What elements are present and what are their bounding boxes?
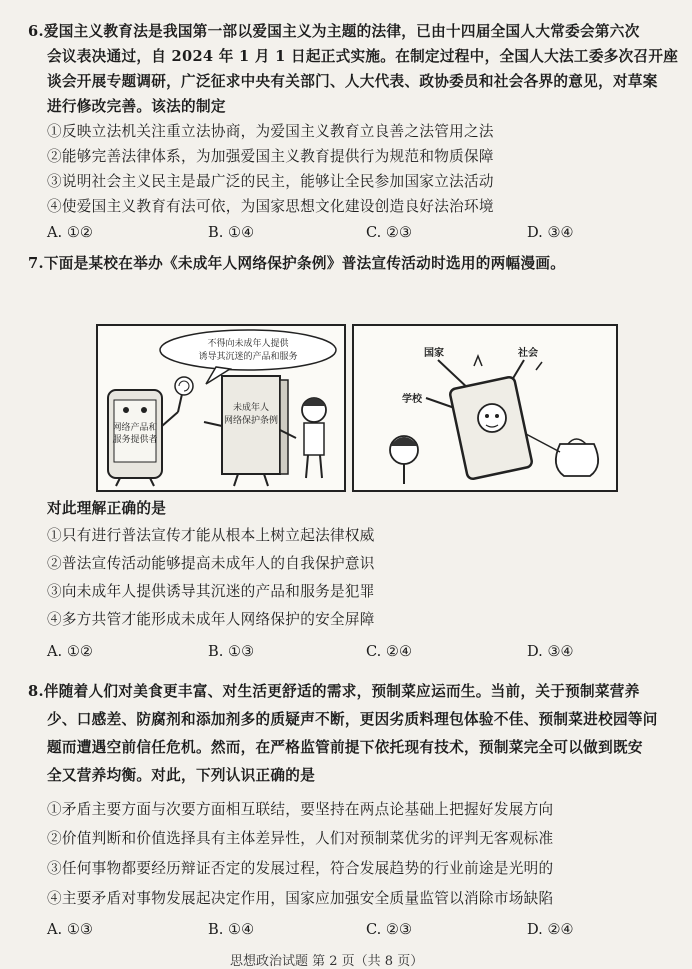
comic-panel-2 xyxy=(352,324,618,492)
q7-option-d[interactable]: D. ③④ xyxy=(527,643,574,660)
q6-option-a[interactable]: A. ①② xyxy=(47,224,93,241)
q8-option-c[interactable]: C. ②③ xyxy=(366,921,413,938)
q7-item-2: ②普法宣传活动能够提高未成年人的自我保护意识 xyxy=(47,555,375,572)
q8-stem-line-1: 8.伴随着人们对美食更丰富、对生活更舒适的需求，预制菜应运而生。当前，关于预制菜营养 xyxy=(28,683,640,700)
q7-stem: 7.下面是某校在举办《未成年人网络保护条例》普法宣传活动时选用的两幅漫画。 xyxy=(28,255,566,272)
q8-item-1: ①矛盾主要方面与次要方面相互联结，要坚持在两点论基础上把握好发展方向 xyxy=(47,801,554,818)
q6-option-b[interactable]: B. ①④ xyxy=(208,224,255,241)
q6-stem-line-3: 谈会开展专题调研，广泛征求中央有关部门、人大代表、政协委员和社会各界的意见，对草案 xyxy=(47,73,658,90)
q6-option-c[interactable]: C. ②③ xyxy=(366,224,413,241)
comic1-bubble-line-2: 诱导其沉迷的产品和服务 xyxy=(198,352,298,362)
q7-option-a[interactable]: A. ①② xyxy=(47,643,93,660)
q6-option-d[interactable]: D. ③④ xyxy=(527,224,574,241)
q6-item-2: ②能够完善法律体系，为加强爱国主义教育提供行为规范和物质保障 xyxy=(47,148,494,165)
q7-option-c[interactable]: C. ②④ xyxy=(366,643,413,660)
q8-stem-line-3: 题而遭遇空前信任危机。然而，在严格监管前提下依托现有技术，预制菜完全可以做到既安 xyxy=(47,739,643,756)
comic2-label-society: 社会 xyxy=(518,348,538,359)
page-footer: 思想政治试题 第 2 页（共 8 页） xyxy=(230,954,424,969)
q8-option-b[interactable]: B. ①④ xyxy=(208,921,255,938)
q8-item-4: ④主要矛盾对事物发展起决定作用，国家应加强安全质量监管以消除市场缺陷 xyxy=(47,890,554,907)
q8-option-a[interactable]: A. ①③ xyxy=(47,921,93,938)
q6-item-1: ①反映立法机关注重立法协商，为爱国主义教育立良善之法管用之法 xyxy=(47,123,494,140)
comic2-label-school: 学校 xyxy=(402,394,422,405)
book-label-line-1: 未成年人 xyxy=(232,403,270,413)
phone-label-line-2: 服务提供者 xyxy=(112,435,158,445)
q7-item-3: ③向未成年人提供诱导其沉迷的产品和服务是犯罪 xyxy=(47,583,375,600)
comic-1-drawing xyxy=(98,326,344,490)
money-bag xyxy=(556,444,598,476)
q8-option-d[interactable]: D. ②④ xyxy=(527,921,574,938)
q8-item-3: ③任何事物都要经历辩证否定的发展过程，符合发展趋势的行业前途是光明的 xyxy=(47,860,554,877)
q6-item-3: ③说明社会主义民主是最广泛的民主，能够让全民参加国家立法活动 xyxy=(47,173,494,190)
q6-stem-line-4: 进行修改完善。该法的制定 xyxy=(47,98,226,115)
q6-item-4: ④使爱国主义教育有法可依，为国家思想文化建设创造良好法治环境 xyxy=(47,198,494,215)
comic2-label-state: 国家 xyxy=(424,348,444,359)
q7-option-b[interactable]: B. ①③ xyxy=(208,643,255,660)
q8-stem-line-2: 少、口感差、防腐剂和添加剂多的质疑声不断，更因劣质料理包体验不佳、预制菜进校园等问 xyxy=(47,711,658,728)
lollipop xyxy=(175,377,193,395)
comic-2-drawing xyxy=(354,326,616,490)
q7-item-4: ④多方共管才能形成未成年人网络保护的安全屏障 xyxy=(47,611,375,628)
q8-stem-line-4: 全又营养均衡。对此，下列认识正确的是 xyxy=(47,767,316,784)
q7-prompt: 对此理解正确的是 xyxy=(47,500,167,517)
comic-panel-1 xyxy=(96,324,346,492)
trapped-child xyxy=(478,404,506,432)
q6-stem-line-1: 6.爱国主义教育法是我国第一部以爱国主义为主题的法律，已由十四届全国人大常委会第六次 xyxy=(28,23,640,40)
book-label-line-2: 网络保护条例 xyxy=(223,416,279,426)
q6-stem-line-2: 会议表决通过，自 2024 年 1 月 1 日起正式实施。在制定过程中，全国人大法工委多次召开座 xyxy=(47,48,679,65)
comic1-bubble-line-1: 不得向未成年人提供 xyxy=(207,339,289,349)
q8-item-2: ②价值判断和价值选择具有主体差异性，人们对预制菜优劣的评判无客观标准 xyxy=(47,830,554,847)
q7-item-1: ①只有进行普法宣传才能从根本上树立起法律权威 xyxy=(47,527,375,544)
phone-label-line-1: 网络产品和 xyxy=(112,423,158,433)
